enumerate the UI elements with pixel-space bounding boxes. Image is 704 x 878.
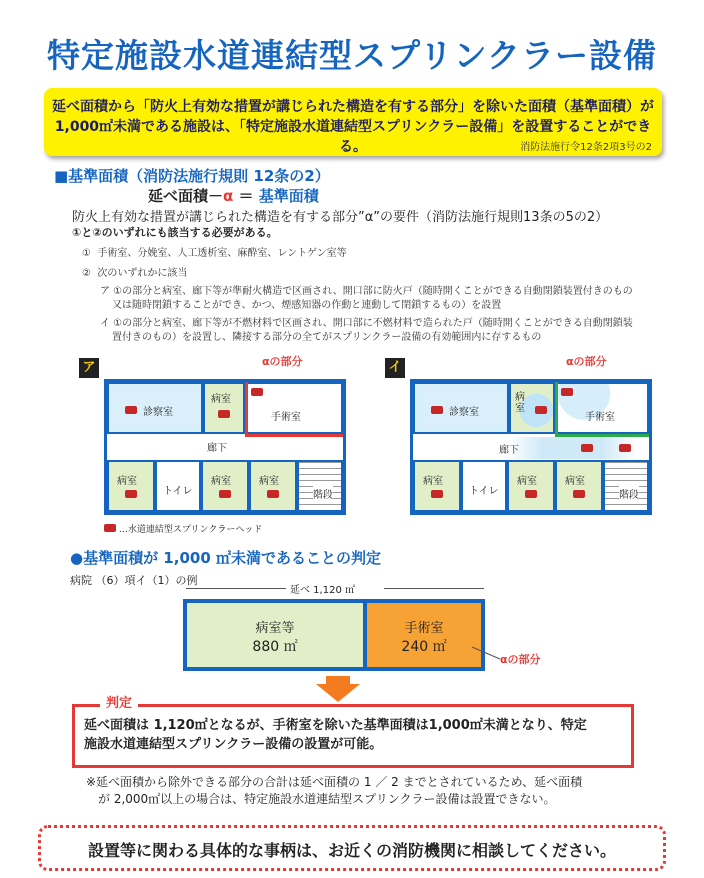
item-1-text: 手術室、分娩室、人工透析室、麻酔室、レントゲン室等 (97, 248, 347, 259)
footer-text: 設置等に関わる具体的な事柄は、お近くの消防機関に相談してください。 (87, 841, 616, 860)
sprinkler-head-icon (581, 444, 593, 452)
sprinkler-head-icon (104, 524, 116, 532)
total-line-left (186, 588, 286, 589)
ward-vertical-label: 病 室 (515, 392, 525, 414)
standard-area-heading: ■基準面積（消防法施行規則 12条の2） (54, 167, 330, 185)
sprinkler-head-icon (218, 410, 230, 418)
surgery-area-label: 手術室 (404, 621, 444, 636)
item-2 (82, 264, 187, 279)
sprinkler-head-icon (267, 490, 279, 498)
ward-label: 病室 (259, 476, 279, 487)
judgement-heading: ●基準面積が 1,000 ㎡未満であることの判定 (70, 549, 381, 567)
formula-left: 延べ面積－ (148, 187, 224, 205)
sub-a-line-1: ア ①の部分と病室、廊下等が準耐火構造で区画され、開口部に防火戸（随時開くことができる自動閉鎖装置付きのもの (100, 286, 633, 297)
sprinkler-head-icon (619, 444, 631, 452)
stairs-label: 階段 (619, 486, 639, 501)
summary-line-2: 1,000㎡未満である施設は、「特定施設水道連結型スプリンクラー設備」を設置することができる。 (54, 119, 652, 155)
alpha-partition-vertical (555, 382, 558, 437)
plan-i-ward-1 (413, 460, 461, 512)
plan-i-exam-room (413, 382, 509, 434)
stairs-label: 階段 (313, 486, 333, 501)
area-bar (183, 599, 485, 671)
toilet-label: トイレ (469, 486, 499, 497)
item-1-num: ① (82, 248, 91, 259)
sprinkler-head-icon (219, 490, 231, 498)
surgery-label: 手術室 (585, 412, 615, 423)
sprinkler-head-icon (525, 490, 537, 498)
note (86, 774, 646, 808)
ward-label: 病室 (117, 476, 137, 487)
plan-a-ward-2 (201, 460, 249, 512)
plan-i-alpha-label: αの部分 (566, 355, 607, 368)
plan-i-ward-top (509, 382, 555, 434)
corridor-label: 廊下 (499, 445, 519, 456)
plan-a-toilet (155, 460, 201, 512)
sprinkler-head-icon (561, 388, 573, 396)
plan-a-stairs (297, 460, 343, 512)
down-arrow-icon (316, 676, 360, 702)
note-line-1: ※延べ面積から除外できる部分の合計は延べ面積の 1 ／ 2 までとされているため、延べ面積 (86, 775, 583, 789)
formula-alpha: α (223, 187, 234, 205)
sub-a-line-2: 又は随時閉鎖することができ、かつ、煙感知器の作動と連動して閉鎖するもの）を設置 (112, 300, 502, 311)
surgery-area-block (367, 603, 481, 667)
ward-label: 病室 (423, 476, 443, 487)
sprinkler-head-icon (125, 406, 137, 414)
plan-i-surgery (555, 382, 649, 434)
plan-a-exam-room (107, 382, 203, 434)
sub-i-line-1: イ ①の部分と病室、廊下等が不燃材料で区画され、開口部に不燃材料で造られた戸（随時開くことができる自動閉鎖装 (100, 318, 633, 329)
sprinkler-head-icon (535, 406, 547, 414)
exam-room-label: 診察室 (449, 407, 479, 418)
formula-equals: ＝ (233, 187, 259, 205)
corridor-label: 廊下 (207, 443, 227, 454)
result-line-1: 延べ面積は 1,120㎡となるが、手術室を除いた基準面積は1,000㎡未満となり、特定 (84, 718, 587, 733)
item-1 (82, 244, 347, 259)
requirement-heading: 防火上有効な措置が講じられた構造を有する部分”α”の要件（消防法施行規則13条の5の2） (72, 210, 609, 225)
judgement-example: 病院 （6）項イ（1）の例 (70, 574, 198, 587)
footer-box (38, 825, 666, 871)
result-line-2: 施設水道連結型スプリンクラー設備の設置が可能。 (84, 737, 383, 752)
total-line-right (384, 588, 484, 589)
result-tag: 判定 (100, 692, 138, 711)
plan-a (104, 379, 346, 515)
sprinkler-head-icon (431, 490, 443, 498)
ward-label: 病室 (211, 476, 231, 487)
sprinkler-head-icon (573, 490, 585, 498)
ward-area-block (187, 603, 367, 667)
formula (148, 185, 319, 206)
ward-area-label: 病室等 (255, 621, 295, 636)
plan-a-surgery (245, 382, 343, 434)
sprinkler-head-icon (251, 388, 263, 396)
item-2-text: 次のいずれかに該当 (97, 268, 188, 279)
sprinkler-head-icon (431, 406, 443, 414)
legend (104, 522, 262, 535)
page-title: 特定施設水道連結型スプリンクラー設備 (46, 36, 658, 75)
toilet-label: トイレ (163, 486, 193, 497)
summary-reference: 消防法施行令12条2項3号の2 (520, 142, 652, 153)
total-area-label: 延べ 1,120 ㎡ (290, 585, 355, 596)
plan-i-stairs (603, 460, 649, 512)
exam-room-label: 診察室 (143, 407, 173, 418)
plan-i-ward-3 (555, 460, 603, 512)
bar-alpha-label: αの部分 (500, 653, 541, 666)
plan-i-toilet (461, 460, 507, 512)
plan-i-label: イ (385, 358, 405, 378)
plan-a-alpha-label: αの部分 (262, 355, 303, 368)
ward-area-value: 880 ㎡ (252, 639, 298, 655)
result-text (84, 716, 624, 754)
plan-a-ward-3 (249, 460, 297, 512)
plan-a-label: ア (79, 358, 99, 378)
ward-label: 病室 (517, 476, 537, 487)
plan-a-corridor (107, 434, 343, 458)
note-line-2: が 2,000㎡以上の場合は、特定施設水道連結型スプリンクラー設備は設置できない。 (98, 792, 556, 806)
sprinkler-head-icon (125, 490, 137, 498)
ward-label: 病室 (565, 476, 585, 487)
alpha-partition-vertical (245, 382, 248, 437)
plan-a-ward-top (203, 382, 245, 434)
surgery-label: 手術室 (271, 412, 301, 423)
legend-text: …水道連結型スプリンクラーヘッド (118, 525, 263, 535)
item-2-num: ② (82, 268, 91, 279)
formula-right: 基準面積 (258, 187, 319, 205)
plan-i-corridor (413, 437, 649, 459)
sub-i-line-2: 置付きのもの）を設置し、隣接する部分の全てがスプリンクラー設備の有効範囲内に存するもの (112, 332, 542, 343)
surgery-area-value: 240 ㎡ (401, 639, 447, 655)
plan-i (410, 379, 652, 515)
summary-line-1: 延べ面積から「防火上有効な措置が講じられた構造を有する部分」を除いた面積（基準面積）が (52, 99, 654, 115)
summary-box (44, 88, 662, 156)
ward-label: 病室 (211, 394, 231, 405)
plan-a-ward-1 (107, 460, 155, 512)
plan-i-ward-2 (507, 460, 555, 512)
requirement-sub: ①と②のいずれにも該当する必要がある。 (72, 226, 278, 239)
